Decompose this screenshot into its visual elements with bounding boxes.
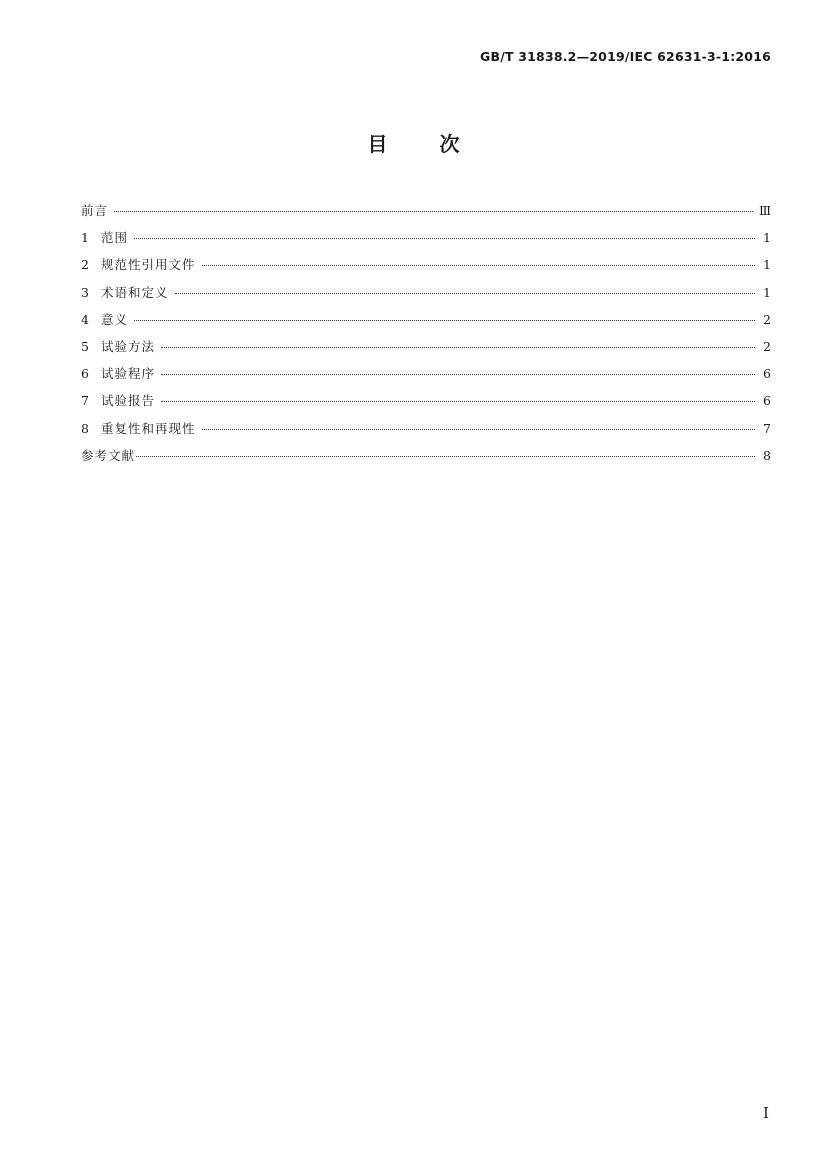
toc-page-number: 1 xyxy=(763,230,771,246)
toc-entry-test-report[interactable] xyxy=(81,391,771,418)
toc-leader-dots xyxy=(114,211,753,212)
toc-entry-normative-references[interactable] xyxy=(81,255,771,282)
toc-entry-repeatability-reproducibility[interactable] xyxy=(81,419,771,446)
toc-entry-significance[interactable] xyxy=(81,310,771,337)
toc-page-number: 6 xyxy=(763,393,771,409)
toc-number: 6 xyxy=(81,366,89,382)
toc-label: 范围 xyxy=(101,230,129,246)
toc-number: 3 xyxy=(81,284,89,300)
toc-number: 2 xyxy=(81,257,89,273)
toc-label: 规范性引用文件 xyxy=(101,257,196,273)
toc-label: 术语和定义 xyxy=(101,284,169,300)
toc-page-number: 2 xyxy=(763,311,771,327)
toc-leader-dots xyxy=(161,374,755,375)
toc-label: 试验报告 xyxy=(101,393,156,409)
standard-id-header: GB/T 31838.2—2019/IEC 62631-3-1:2016 xyxy=(480,49,771,64)
toc-leader-dots xyxy=(161,347,755,348)
toc-leader-dots xyxy=(136,456,755,457)
toc-leader-dots xyxy=(134,238,755,239)
toc-number: 8 xyxy=(81,420,89,436)
toc-leader-dots xyxy=(202,429,755,430)
toc-entry-test-procedure[interactable] xyxy=(81,364,771,391)
title-char-1: 目 xyxy=(367,132,388,156)
toc-page-number: Ⅲ xyxy=(758,203,771,218)
toc-page-number: 2 xyxy=(763,338,771,354)
toc-number: 1 xyxy=(81,230,89,246)
title-char-2: 次 xyxy=(439,132,460,156)
toc-leader-dots xyxy=(161,401,755,402)
table-of-contents xyxy=(81,201,771,473)
toc-entry-scope[interactable] xyxy=(81,228,771,255)
toc-entry-foreword[interactable] xyxy=(81,201,771,228)
toc-entry-bibliography[interactable] xyxy=(81,446,771,473)
toc-label: 意义 xyxy=(101,311,129,327)
toc-entry-test-method[interactable] xyxy=(81,337,771,364)
toc-leader-dots xyxy=(202,265,755,266)
toc-page-number: 6 xyxy=(763,366,771,382)
toc-label: 试验方法 xyxy=(101,338,156,354)
page-title xyxy=(0,128,827,157)
toc-page-number: 1 xyxy=(763,284,771,300)
toc-page-number: 8 xyxy=(763,447,771,463)
toc-label: 重复性和再现性 xyxy=(101,420,196,436)
toc-label: 试验程序 xyxy=(101,366,156,382)
toc-page-number: 1 xyxy=(763,257,771,273)
toc-entry-terms-definitions[interactable] xyxy=(81,283,771,310)
toc-number: 5 xyxy=(81,338,89,354)
page-folio-number: I xyxy=(763,1104,769,1122)
toc-label: 前言 xyxy=(81,203,109,218)
toc-leader-dots xyxy=(175,293,755,294)
toc-label: 参考文献 xyxy=(81,447,136,463)
toc-number: 7 xyxy=(81,393,89,409)
toc-number: 4 xyxy=(81,311,89,327)
toc-page-number: 7 xyxy=(763,420,771,436)
toc-leader-dots xyxy=(134,320,755,321)
